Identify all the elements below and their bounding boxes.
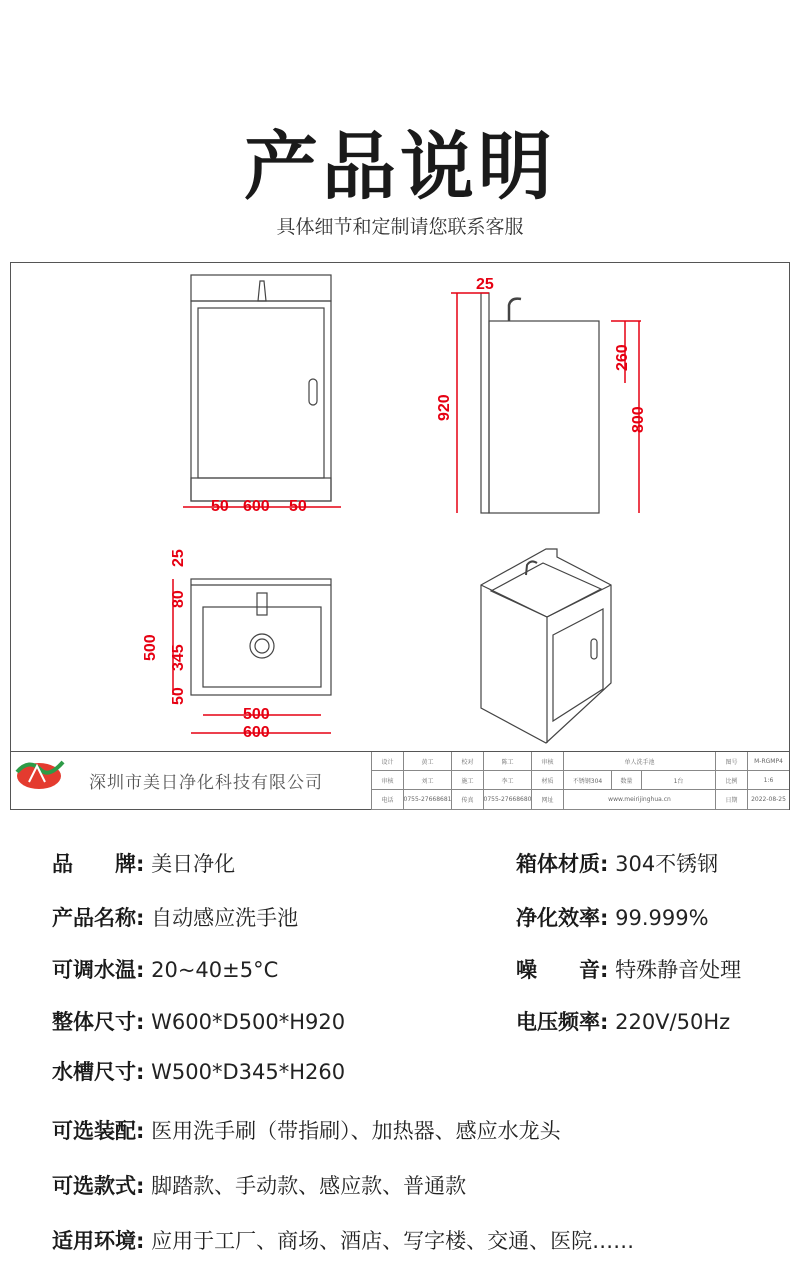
title-block: [11, 751, 789, 809]
tb-cell: 审核: [531, 752, 563, 771]
spec-value: 美日净化: [151, 852, 236, 876]
iso-door: [553, 609, 603, 721]
tb-cell: 日期: [715, 790, 747, 810]
spec-value: 220V/50Hz: [615, 1010, 731, 1034]
tb-cell: 刘工: [403, 771, 451, 790]
spec-label: 可选款式:: [52, 1174, 145, 1198]
spec-voltage: [516, 1006, 730, 1036]
tb-cell: 李工: [483, 771, 531, 790]
front-handle: [309, 379, 317, 405]
spec-value: 应用于工厂、商场、酒店、写字楼、交通、医院……: [151, 1229, 635, 1253]
dim-top-bottom: 50: [170, 687, 187, 705]
title-block-grid: [371, 752, 789, 810]
spec-label: 可选装配:: [52, 1119, 145, 1143]
spec-styles: [52, 1170, 466, 1200]
spec-label: 噪 音:: [516, 958, 609, 982]
front-door: [198, 308, 324, 478]
spec-value: 特殊静音处理: [615, 958, 742, 982]
spec-value: W500*D345*H260: [151, 1060, 346, 1084]
tb-cell: 传真: [451, 790, 483, 810]
spec-brand: [52, 848, 235, 878]
dim-top-back: 25: [170, 549, 187, 567]
tb-cell: 2022-08-25: [747, 790, 789, 810]
spec-material: [516, 848, 718, 878]
side-body: [489, 321, 599, 513]
front-faucet: [258, 281, 266, 301]
dim-side-top: 25: [476, 276, 494, 293]
tb-cell: 数量: [611, 771, 641, 790]
spec-value: 自动感应洗手池: [151, 906, 299, 930]
spec-value: 99.999%: [615, 906, 709, 930]
spec-label: 箱体材质:: [516, 852, 609, 876]
spec-label: 品 牌:: [52, 852, 145, 876]
tb-cell: 设计: [371, 752, 403, 771]
side-back: [481, 293, 489, 513]
iso-faucet: [526, 561, 537, 575]
dim-front-right: 50: [289, 498, 307, 515]
dim-side-body: 800: [630, 406, 647, 433]
tb-cell: 图号: [715, 752, 747, 771]
tb-cell: 审核: [371, 771, 403, 790]
spec-value: 脚踏款、手动款、感应款、普通款: [151, 1174, 467, 1198]
dim-top-depth: 500: [142, 634, 159, 661]
spec-value: 医用洗手刷（带指刷）、加热器、感应水龙头: [151, 1119, 561, 1143]
top-outer: [191, 579, 331, 695]
tb-cell: 比例: [715, 771, 747, 790]
spec-label: 产品名称:: [52, 906, 145, 930]
company-logo-icon: [11, 752, 67, 792]
technical-drawing: [10, 262, 790, 810]
side-faucet: [509, 299, 521, 321]
tb-cell: 材质: [531, 771, 563, 790]
spec-label: 电压频率:: [516, 1010, 609, 1034]
tb-cell: 校对: [451, 752, 483, 771]
front-top-splash: [191, 275, 331, 301]
tb-cell: M-RGMP4: [747, 752, 789, 771]
spec-label: 整体尺寸:: [52, 1010, 145, 1034]
spec-env: [52, 1225, 634, 1255]
dim-front-left: 50: [211, 498, 229, 515]
tb-cell: 1台: [641, 771, 715, 790]
page-subtitle: 具体细节和定制请您联系客服: [276, 216, 524, 238]
company-name: 深圳市美日净化科技有限公司: [89, 773, 323, 793]
spec-value: 304不锈钢: [615, 852, 719, 876]
front-body: [191, 301, 331, 501]
tb-cell: 1:6: [747, 771, 789, 790]
tb-cell: 黄工: [403, 752, 451, 771]
spec-options: [52, 1115, 561, 1145]
spec-label: 净化效率:: [516, 906, 609, 930]
dim-top-basin-width: 500: [243, 706, 270, 723]
tb-cell: 单人洗手池: [563, 752, 715, 771]
spec-label: 水槽尺寸:: [52, 1060, 145, 1084]
spec-noise: [516, 954, 741, 984]
tb-cell: 陈工: [483, 752, 531, 771]
drawing-canvas: [11, 263, 791, 753]
tb-cell: 0755-27668681: [403, 790, 451, 810]
spec-name: [52, 902, 298, 932]
spec-label: 适用环境:: [52, 1229, 145, 1253]
spec-efficiency: [516, 902, 709, 932]
tb-cell: 电话: [371, 790, 403, 810]
tb-cell: www.meirijinghua.cn: [563, 790, 715, 810]
tb-cell: 0755-27668680: [483, 790, 531, 810]
spec-value: W600*D500*H920: [151, 1010, 346, 1034]
dim-top-front-gap: 80: [170, 590, 187, 608]
dim-front-mid: 600: [243, 498, 270, 515]
tb-cell: 网址: [531, 790, 563, 810]
spec-sink: [52, 1056, 345, 1086]
tb-cell: 不锈钢304: [563, 771, 611, 790]
top-faucet: [257, 593, 267, 615]
spec-temp: [52, 954, 278, 984]
tb-cell: 施工: [451, 771, 483, 790]
dim-side-sink: 260: [614, 344, 631, 371]
spec-value: 20~40±5°C: [151, 958, 279, 982]
top-drain: [250, 634, 274, 658]
top-basin: [203, 607, 321, 687]
dim-top-basin-depth: 345: [170, 644, 187, 671]
iso-handle: [591, 639, 597, 659]
dim-top-total-width: 600: [243, 724, 270, 741]
page-title: 产品说明: [244, 124, 556, 210]
dim-side-total: 920: [436, 394, 453, 421]
spec-label: 可调水温:: [52, 958, 145, 982]
spec-size: [52, 1006, 345, 1036]
